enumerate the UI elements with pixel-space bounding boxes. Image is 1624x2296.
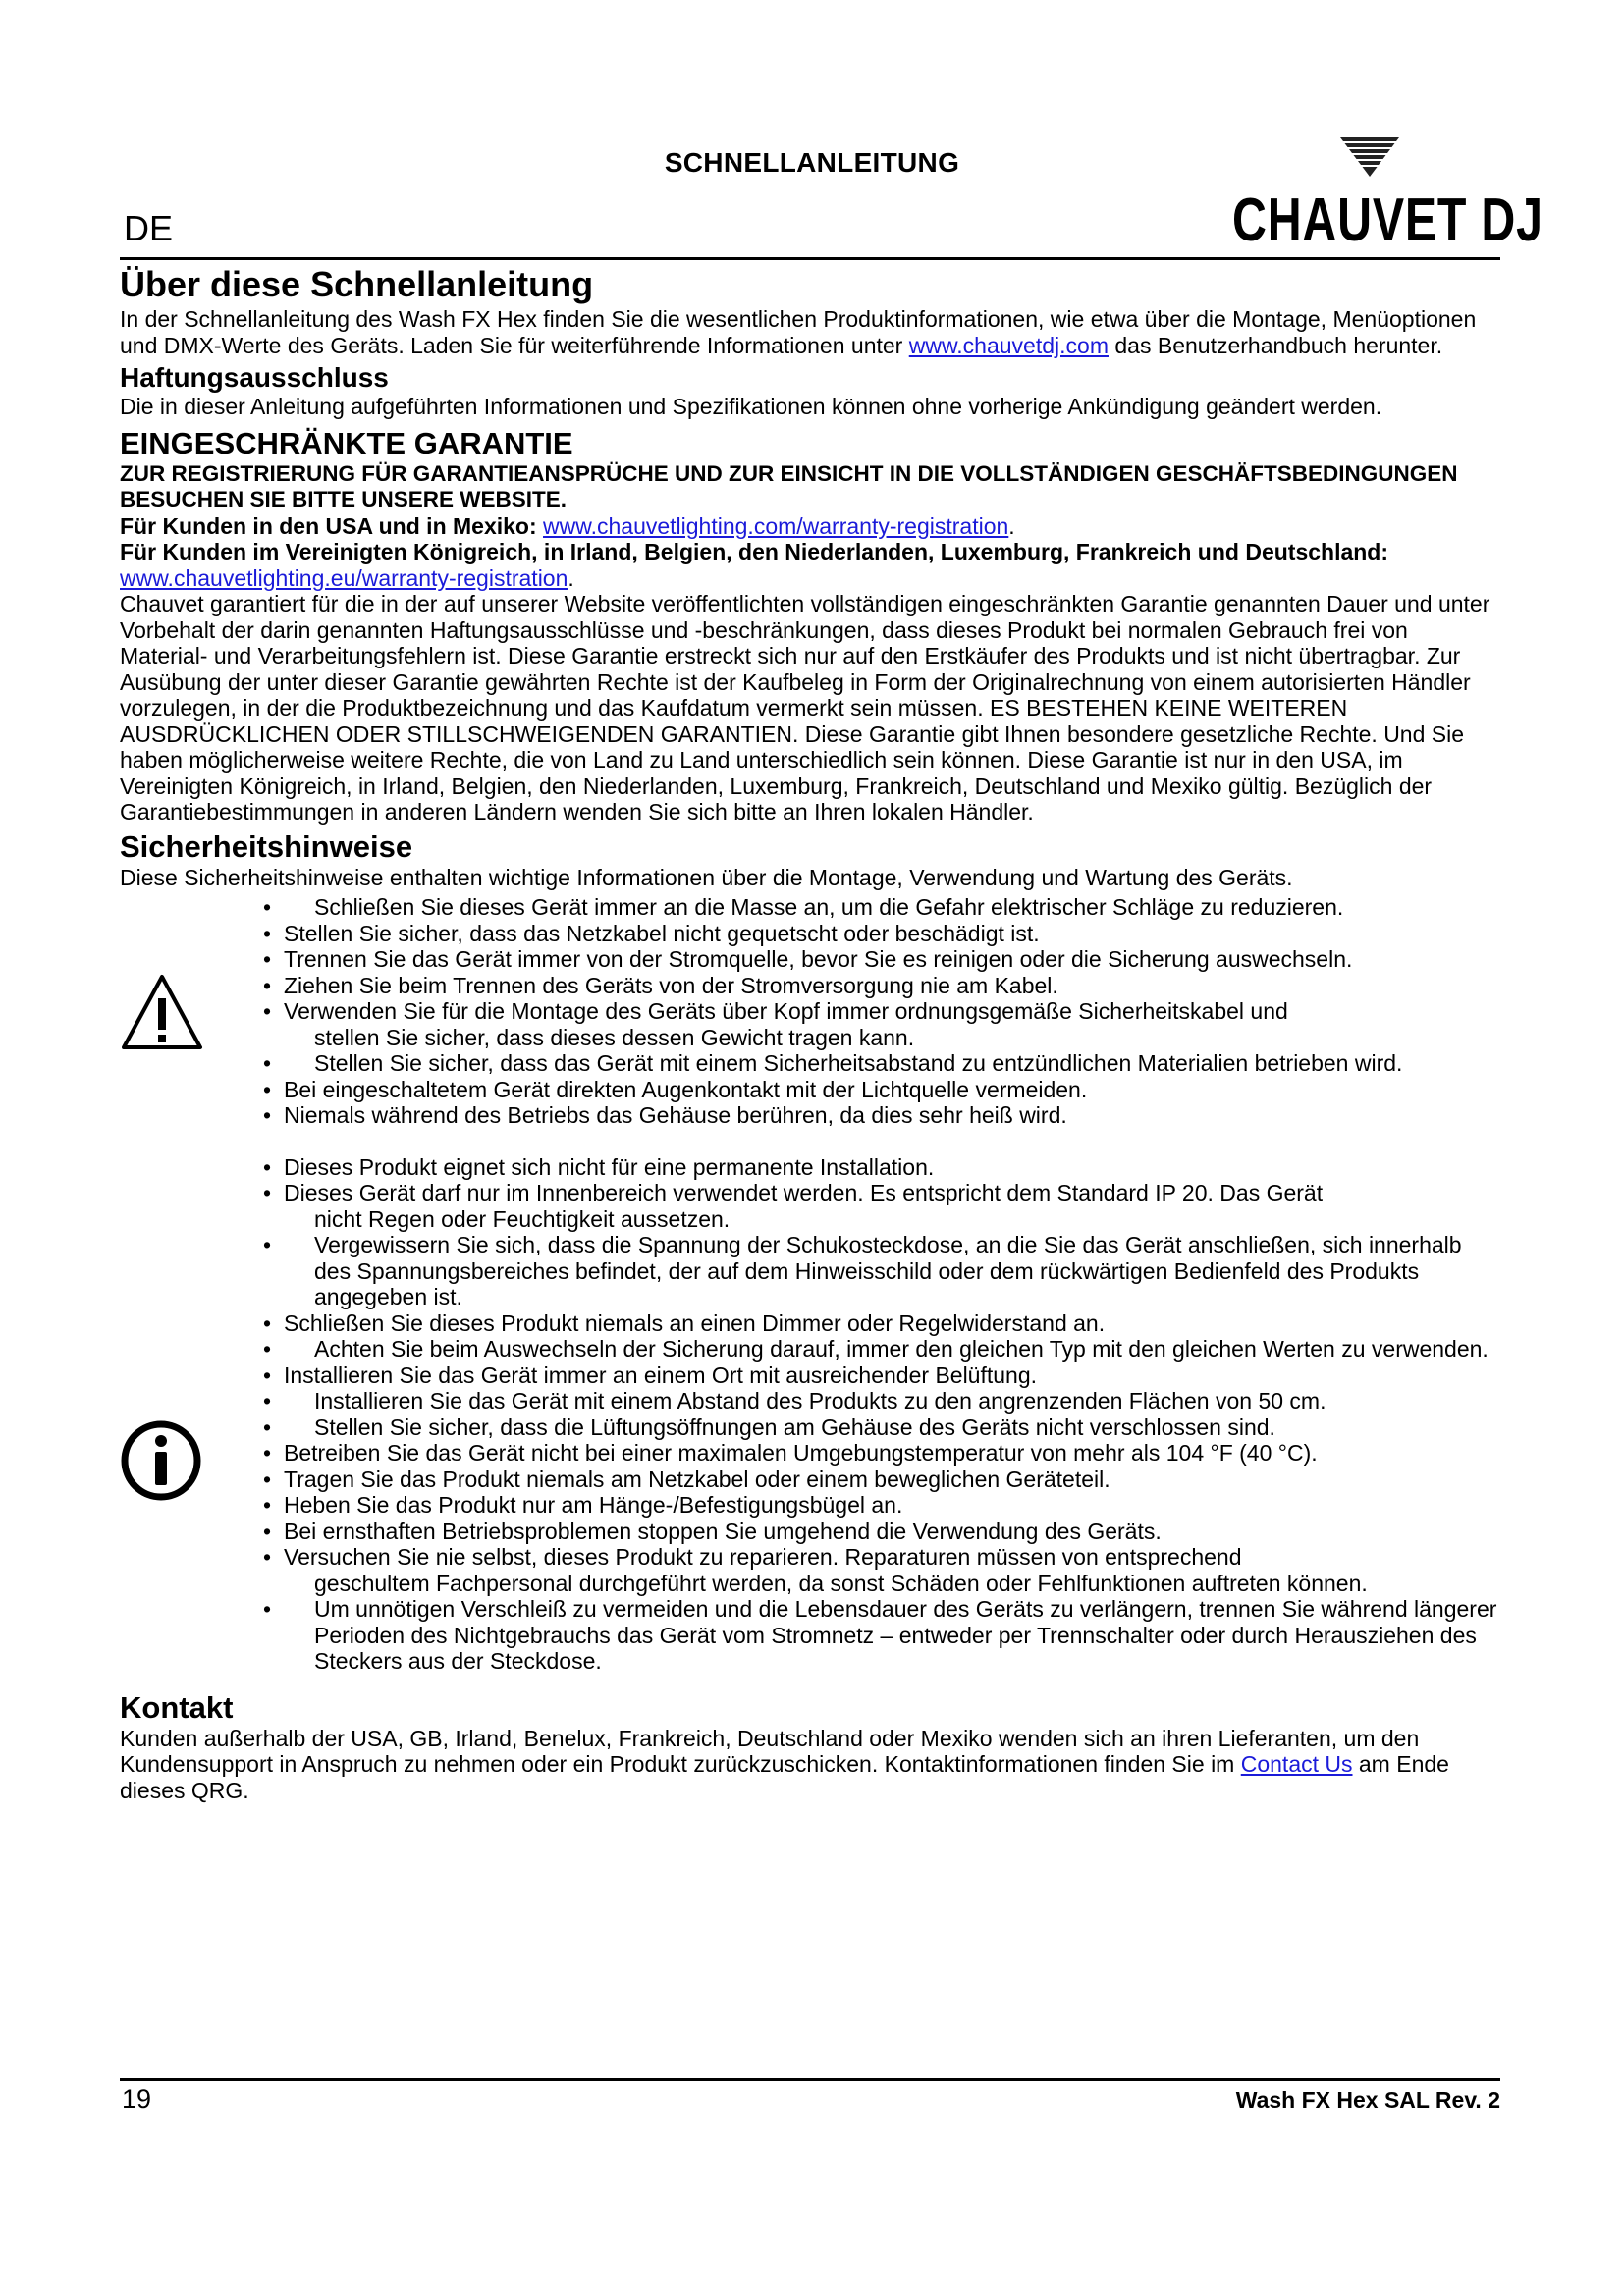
header-rule xyxy=(120,257,1500,260)
page-header-title: SCHNELLANLEITUNG xyxy=(664,147,960,178)
bullet-item xyxy=(251,1467,1500,1493)
bullet-item xyxy=(251,1440,1500,1467)
bullet-text: Dieses Gerät darf nur im Innenbereich verwendet werden. Es entspricht dem Standard IP 20. Das Gerät xyxy=(284,1180,1324,1205)
bullet-item xyxy=(251,894,1500,921)
bullet-dot: • xyxy=(263,972,272,998)
bullet-dot: • xyxy=(263,1518,272,1544)
about-text-after-link: das Benutzerhandbuch herunter. xyxy=(1108,332,1443,358)
chauvet-dj-logo xyxy=(1232,137,1543,255)
warranty-usa-end: . xyxy=(1008,512,1015,539)
info-block xyxy=(120,1154,1500,1675)
bullet-dot: • xyxy=(263,1414,272,1440)
bullet-text: Heben Sie das Produkt nur am Hänge-/Befestigungsbügel an. xyxy=(284,1492,903,1518)
bullet-item xyxy=(251,1154,1500,1181)
bullet-item xyxy=(251,1388,1500,1415)
bullet-text: Dieses Produkt eignet sich nicht für eine permanente Installation. xyxy=(284,1153,935,1180)
bullet-item xyxy=(251,1050,1500,1077)
bullet-text: Bei eingeschaltetem Gerät direkten Augenkontakt mit der Lichtquelle vermeiden. xyxy=(284,1076,1088,1102)
footer-rule xyxy=(120,2078,1500,2081)
bullet-text: Vergewissern Sie sich, dass die Spannung der Schukosteckdose, an die Sie das Gerät anschließen, sich innerhalb des Spannungsbereiches befindet, der auf dem Hinweisschild oder dem rückwärtigen Bedienfeld des Produkts angegeben ist. xyxy=(314,1232,1462,1309)
warranty-usa-link[interactable]: www.chauvetlighting.com/warranty-registration xyxy=(543,512,1009,539)
bullet-item xyxy=(251,1415,1500,1441)
about-text-before-link: In der Schnellanleitung des Wash FX Hex finden Sie die wesentlichen Produktinformationen, wie etwa über die Montage, Menüoptionen und DMX-Werte des Geräts. Laden Sie für weiterführende Informationen unter xyxy=(120,306,1477,358)
warranty-eu-link[interactable]: www.chauvetlighting.eu/warranty-registration xyxy=(120,564,568,591)
bullet-text: Installieren Sie das Gerät immer an einem Ort mit ausreichender Belüftung. xyxy=(284,1362,1038,1388)
bullet-dot: • xyxy=(263,946,272,972)
bullet-text-continued: stellen Sie sicher, dass dieses dessen Gewicht tragen kann. xyxy=(314,1024,915,1050)
contact-text-after-link: am Ende dieses QRG. xyxy=(120,1751,1449,1803)
bullet-dot: • xyxy=(263,1544,272,1570)
document-id: Wash FX Hex SAL Rev. 2 xyxy=(1235,2087,1500,2112)
bullet-dot: • xyxy=(263,1440,272,1466)
bullet-text: Verwenden Sie für die Montage des Geräts über Kopf immer ordnungsgemäße Sicherheitskabel und xyxy=(284,998,1288,1024)
bullet-item xyxy=(251,1492,1500,1519)
bullet-item xyxy=(251,946,1500,973)
bullet-item xyxy=(251,1544,1500,1596)
bullet-text: Betreiben Sie das Gerät nicht bei einer maximalen Umgebungstemperatur von mehr als 104 °F (40 °C). xyxy=(284,1440,1318,1466)
bullet-item xyxy=(251,1596,1500,1675)
warranty-caps-notice: ZUR REGISTRIERUNG FÜR GARANTIEANSPRÜCHE UND ZUR EINSICHT IN DIE VOLLSTÄNDIGEN GESCHÄFTSBEDINGUNGEN BESUCHEN SIE BITTE UNSERE WEBSITE. xyxy=(120,460,1458,511)
info-list xyxy=(251,1154,1500,1675)
bullet-dot: • xyxy=(263,1153,272,1180)
bullet-item xyxy=(251,998,1500,1050)
contact-heading: Kontakt xyxy=(120,1689,234,1725)
bullet-dot: • xyxy=(263,894,272,920)
bullet-dot: • xyxy=(263,1466,272,1492)
about-text xyxy=(120,306,1500,358)
bullet-text: Stellen Sie sicher, dass die Lüftungsöffnungen am Gehäuse des Geräts nicht verschlossen sind. xyxy=(314,1414,1275,1440)
bullet-text: Um unnötigen Verschleiß zu vermeiden und die Lebensdauer des Geräts zu verlängern, trennen Sie während längerer Perioden des Nichtgebrauchs das Gerät vom Stromnetz – entweder per Trennschalter oder durch Herausziehen des Steckers aus der Steckdose. xyxy=(314,1596,1497,1674)
bullet-dot: • xyxy=(263,1596,272,1622)
bullet-text: Trennen Sie das Gerät immer von der Stromquelle, bevor Sie es reinigen oder die Sicherung auswechseln. xyxy=(284,946,1353,972)
main-content xyxy=(120,263,1500,1803)
bullet-text: Bei ernsthaften Betriebsproblemen stoppen Sie umgehend die Verwendung des Geräts. xyxy=(284,1518,1162,1544)
bullet-item xyxy=(251,1232,1500,1310)
bullet-item xyxy=(251,1519,1500,1545)
bullet-text-continued: nicht Regen oder Feuchtigkeit aussetzen. xyxy=(314,1205,731,1232)
bullet-text: Schließen Sie dieses Produkt niemals an einen Dimmer oder Regelwiderstand an. xyxy=(284,1309,1106,1336)
disclaimer-text: Die in dieser Anleitung aufgeführten Informationen und Spezifikationen können ohne vorherige Ankündigung geändert werden. xyxy=(120,394,1382,419)
contact-text-before-link: Kunden außerhalb der USA, GB, Irland, Benelux, Frankreich, Deutschland oder Mexiko wenden sich an ihren Lieferanten, um den Kundensupport in Anspruch zu nehmen oder ein Produkt zurückzuschicken. Kontaktinformationen finden Sie im xyxy=(120,1725,1420,1777)
contact-us-link[interactable]: Contact Us xyxy=(1240,1751,1353,1777)
warranty-eu-label: Für Kunden im Vereinigten Königreich, in Irland, Belgien, den Niederlanden, Luxemburg, Frankreich und Deutschland: xyxy=(120,539,1389,564)
bullet-text: Installieren Sie das Gerät mit einem Abstand des Produkts zu den angrenzenden Flächen von 50 cm. xyxy=(314,1388,1326,1414)
bullet-item xyxy=(251,1336,1500,1362)
warranty-heading: EINGESCHRÄNKTE GARANTIE xyxy=(120,425,573,460)
bullet-item xyxy=(251,1310,1500,1337)
warning-block xyxy=(120,894,1500,1129)
page-number: 19 xyxy=(122,2084,152,2113)
bullet-text: Stellen Sie sicher, dass das Netzkabel nicht gequetscht oder beschädigt ist. xyxy=(284,920,1040,946)
bullet-text: Stellen Sie sicher, dass das Gerät mit einem Sicherheitsabstand zu entzündlichen Materialien betrieben wird. xyxy=(314,1050,1403,1076)
chauvetdj-link[interactable]: www.chauvetdj.com xyxy=(908,332,1109,358)
bullet-dot: • xyxy=(263,1050,272,1076)
bullet-text: Achten Sie beim Auswechseln der Sicherung darauf, immer den gleichen Typ mit den gleichen Werten zu verwenden. xyxy=(314,1336,1489,1362)
bullet-dot: • xyxy=(263,998,272,1024)
bullet-dot: • xyxy=(263,1336,272,1362)
bullet-text: Tragen Sie das Produkt niemals am Netzkabel oder einem beweglichen Geräteteil. xyxy=(284,1466,1110,1492)
bullet-dot: • xyxy=(263,1362,272,1388)
bullet-item xyxy=(251,1180,1500,1232)
language-code: DE xyxy=(124,208,174,248)
bullet-text: Schließen Sie dieses Gerät immer an die Masse an, um die Gefahr elektrischer Schläge zu reduzieren. xyxy=(314,894,1344,920)
bullet-dot: • xyxy=(263,920,272,946)
bullet-text-continued: geschultem Fachpersonal durchgeführt werden, da sonst Schäden oder Fehlfunktionen auftreten können. xyxy=(314,1570,1368,1596)
warning-triangle-icon xyxy=(120,973,204,1051)
warning-list xyxy=(251,894,1500,1129)
bullet-text: Versuchen Sie nie selbst, dieses Produkt zu reparieren. Reparaturen müssen von entsprechend xyxy=(284,1544,1242,1570)
warranty-usa-label: Für Kunden in den USA und in Mexiko: xyxy=(120,512,544,539)
bullet-text: Niemals während des Betriebs das Gehäuse berühren, da dies sehr heiß wird. xyxy=(284,1102,1067,1128)
bullet-dot: • xyxy=(263,1309,272,1336)
bullet-dot: • xyxy=(263,1180,272,1205)
bullet-item xyxy=(251,921,1500,947)
bullet-text: Ziehen Sie beim Trennen des Geräts von der Stromversorgung nie am Kabel. xyxy=(284,972,1058,998)
bullet-item xyxy=(251,973,1500,999)
bullet-dot: • xyxy=(263,1102,272,1128)
bullet-item xyxy=(251,1077,1500,1103)
about-heading: Über diese Schnellanleitung xyxy=(120,264,594,304)
bullet-dot: • xyxy=(263,1388,272,1414)
bullet-item xyxy=(251,1102,1500,1129)
safety-intro: Diese Sicherheitshinweise enthalten wichtige Informationen über die Montage, Verwendung und Wartung des Geräts. xyxy=(120,864,1293,890)
bullet-item xyxy=(251,1362,1500,1389)
bullet-dot: • xyxy=(263,1076,272,1102)
contact-text xyxy=(120,1726,1500,1804)
safety-heading: Sicherheitshinweise xyxy=(120,828,413,864)
info-circle-icon xyxy=(120,1419,202,1502)
disclaimer-heading: Haftungsausschluss xyxy=(120,362,389,393)
warranty-eu-line xyxy=(120,539,1500,591)
bullet-dot: • xyxy=(263,1232,272,1257)
logo-wordmark: CHAUVET DJ xyxy=(1232,187,1543,254)
warranty-usa-line xyxy=(120,513,1500,540)
bullet-dot: • xyxy=(263,1492,272,1518)
warranty-body: Chauvet garantiert für die in der auf unserer Website veröffentlichten vollständigen eingeschränkten Garantie genannten Dauer und unter Vorbehalt der darin genannten Haftungsausschlüsse und -beschränkungen, dass dieses Produkt bei normalen Gebrauch frei von Material- und Verarbeitungsfehlern ist. Diese Garantie erstreckt sich nur auf den Erstkäufer des Produkts und ist nicht übertragbar. Zur Ausübung der unter dieser Garantie gewährten Rechte ist der Kaufbeleg in Form der Originalrechnung von einem autorisierten Händler vorzulegen, in der die Produktbezeichnung und das Kaufdatum vermerkt sein müssen. ES BESTEHEN KEINE WEITEREN AUSDRÜCKLICHEN ODER STILLSCHWEIGENDEN GARANTIEN. Diese Garantie gibt Ihnen besondere gesetzliche Rechte. Und Sie haben möglicherweise weitere Rechte, die von Land zu Land unterschiedlich sein können. Diese Garantie ist nur in den USA, im Vereinigten Königreich, in Irland, Belgien, den Niederlanden, Luxemburg, Frankreich, Deutschland und Mexiko gültig. Bezüglich der Garantiebestimmungen in anderen Ländern wenden Sie sich bitte an Ihren lokalen Händler. xyxy=(120,591,1490,825)
warranty-eu-end: . xyxy=(568,564,574,591)
